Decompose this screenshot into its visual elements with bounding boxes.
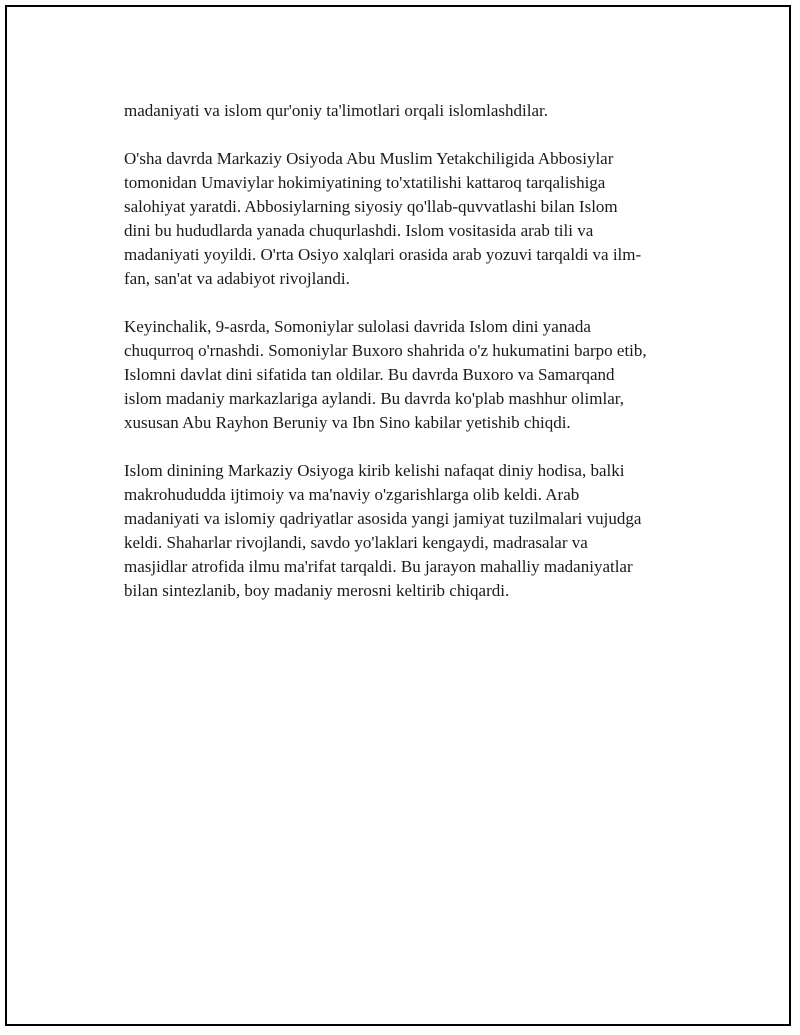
text-line: Keyinchalik, 9-asrda, Somoniylar sulolasi davrida Islom dini yanada [124,317,591,336]
text-line: Islomni davlat dini sifatida tan oldilar. Bu davrda Buxoro va Samarqand [124,365,615,384]
text-line: salohiyat yaratdi. Abbosiylarning siyosiy qo'llab-quvvatlashi bilan Islom [124,197,618,216]
text-line: xususan Abu Rayhon Beruniy va Ibn Sino kabilar yetishib chiqdi. [124,413,571,432]
paragraph-1 [124,99,694,123]
text-line: madaniyati va islom qur'oniy ta'limotlari orqali islomlashdilar. [124,101,548,120]
text-line: madaniyati va islomiy qadriyatlar asosida yangi jamiyat tuzilmalari vujudga [124,509,642,528]
text-line: dini bu hududlarda yanada chuqurlashdi. Islom vositasida arab tili va [124,221,594,240]
text-line: chuqurroq o'rnashdi. Somoniylar Buxoro shahrida o'z hukumatini barpo etib, [124,341,647,360]
paragraph-2 [124,147,694,291]
text-line: makrohududda ijtimoiy va ma'naviy o'zgarishlarga olib keldi. Arab [124,485,580,504]
document-body [124,99,694,627]
text-line: madaniyati yoyildi. O'rta Osiyo xalqlari orasida arab yozuvi tarqaldi va ilm- [124,245,642,264]
text-line: islom madaniy markazlariga aylandi. Bu davrda ko'plab mashhur olimlar, [124,389,624,408]
text-line: O'sha davrda Markaziy Osiyoda Abu Muslim Yetakchiligida Abbosiylar [124,149,614,168]
text-line: fan, san'at va adabiyot rivojlandi. [124,269,350,288]
text-line: Islom dinining Markaziy Osiyoga kirib kelishi nafaqat diniy hodisa, balki [124,461,625,480]
page-frame [5,5,791,1026]
paragraph-3 [124,315,694,435]
text-line: keldi. Shaharlar rivojlandi, savdo yo'laklari kengaydi, madrasalar va [124,533,588,552]
text-line: masjidlar atrofida ilmu ma'rifat tarqaldi. Bu jarayon mahalliy madaniyatlar [124,557,633,576]
text-line: tomonidan Umaviylar hokimiyatining to'xtatilishi kattaroq tarqalishiga [124,173,606,192]
paragraph-4 [124,459,694,603]
text-line: bilan sintezlanib, boy madaniy merosni keltirib chiqardi. [124,581,510,600]
